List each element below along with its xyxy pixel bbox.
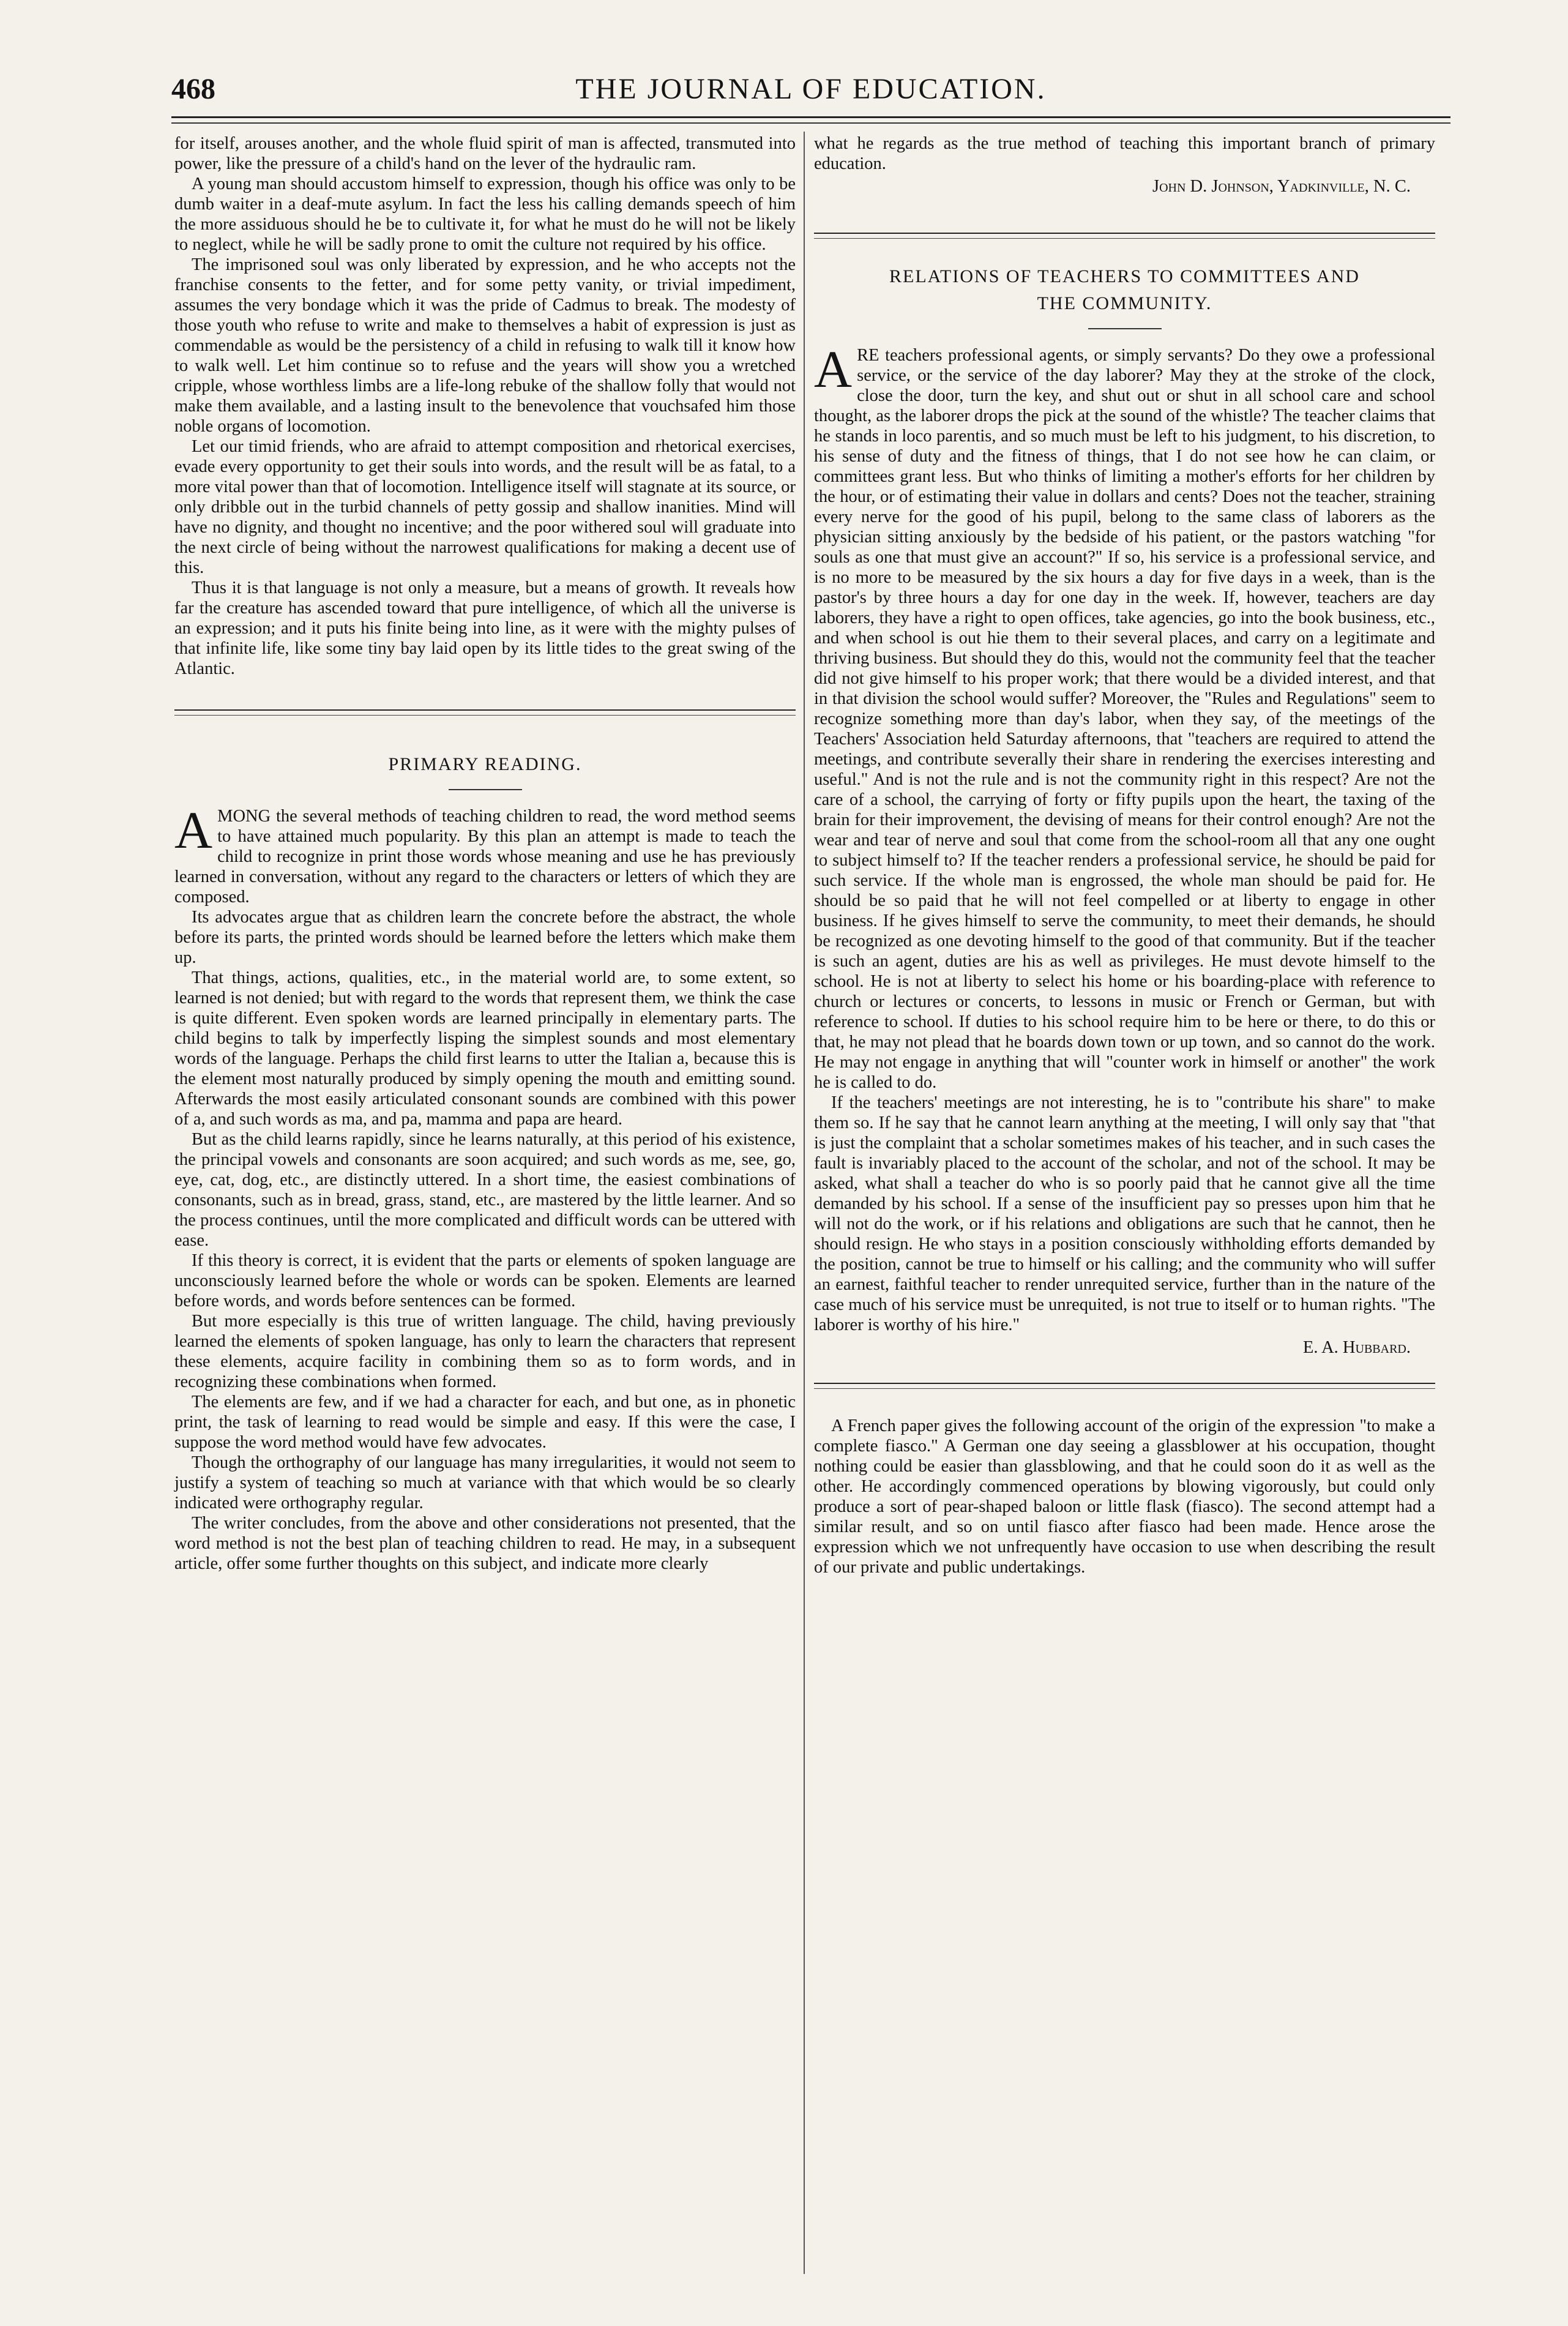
paragraph: A French paper gives the following account of the origin of the expression "to make a complete fiasco." A German one day seeing a glassblower at his occupation, thought nothing could be easier than glassblowing, and that he could soon do it as well as the other. He accordingly commenced operations by blowing vigorously, but could only produce a sort of pear-shaped baloon or little flask (fiasco). The second attempt had a similar result, and so on until fiasco after fiasco had been made. Hence arose the expression which we not unfrequently have occasion to use when describing the result of our private and public undertakings.	[814, 1416, 1435, 1577]
paragraph: Thus it is that language is not only a measure, but a means of growth. It reveals how far the creature has ascended toward that pure intelligence, of which all the universe is an expression; and it puts his finite being into line, as it were with the mighty pulses of that infinite life, like some tiny bay laid open by its little tides to the great swing of the Atlantic.	[174, 578, 796, 678]
section-divider	[814, 1383, 1435, 1389]
paragraph: The elements are few, and if we had a character for each, and but one, as in phonetic print, the task of learning to read would be simple and easy. If this were the case, I suppose the word method would have few advocates.	[174, 1393, 796, 1452]
header-rule	[171, 116, 1450, 118]
paragraph: The writer concludes, from the above and other considerations not presented, that the word method is not the best plan of teaching children to read. He may, in a subsequent article, offer some further thoughts on this subject, and indicate more clearly	[174, 1514, 796, 1573]
column-divider	[804, 132, 805, 2274]
paragraph: for itself, arouses another, and the whole fluid spirit of man is affected, transmuted into power, like the pressure of a child's hand on the lever of the hydraulic ram.	[174, 134, 796, 173]
paragraph: But more especially is this true of written language. The child, having previously learned the elements of spoken language, has only to learn the characters that represent these elements, acquire facility in combining them so as to form words, and in recognizing these combinations when formed.	[174, 1312, 796, 1391]
paragraph: The imprisoned soul was only liberated by expression, and he who accepts not the franchise consents to the fetter, and for some petty vanity, or trivial impediment, assumes the very bondage which it was the pride of Cadmus to break. The modesty of those youth who refuse to write and make to themselves a habit of expression is just as commendable as would be the persistency of a child in refusing to walk till it know how to walk well. Let him continue so to refuse and the years will show you a wretched cripple, whose worthless limbs are a life-long rebuke of the shallow folly that would not make them available, and a lasting insult to the benevolence that vouchsafed him those noble organs of locomotion.	[174, 255, 796, 436]
signature: E. A. Hubbard.	[1303, 1338, 1411, 1357]
section-divider	[174, 709, 796, 716]
heading-rule	[1088, 328, 1162, 329]
section-heading-relations: RELATIONS OF TEACHERS TO COMMITTEES AND THE COMMUNITY.	[889, 266, 1360, 313]
drop-cap: A	[174, 801, 213, 859]
heading-rule	[449, 789, 522, 790]
section-divider	[814, 233, 1435, 239]
paragraph: ARE teachers professional agents, or simply servants? Do they owe a professional service, or the service of the day laborer? May they at the stroke of the clock, close the door, turn the key, and shut out or shut in all school care and school thought, as the laborer drops the pick at the sound of the whistle? The teacher claims that he stands in loco parentis, and so much must be left to his judgment, to his discretion, to his sense of duty and the fitness of things, that I do not see how he can claim, or committees grant less. But who thinks of limiting a mother's efforts for her children by the hour, or of estimating their value in dollars and cents? Does not the teacher, straining every nerve for the good of his pupil, belong to the same class of laborers as the physician sitting anxiously by the bedside of his patient, or the pastors watching "for souls as one that must give an account?" If so, his service is a professional service, and is no more to be measured by the six hours a day for five days in a week, than is the pastor's by three hours a day for one day in the week. If, however, teachers are day laborers, they have a right to open offices, take agencies, go into the book business, etc., and when school is out hie them to their several places, and carry on a legitimate and thriving business. But should they do this, would not the community feel that the teacher did not give himself to his proper work; that there would be a divided interest, and that in that division the school would suffer? Moreover, the "Rules and Regulations" seem to recognize something more than day's labor, when they say, of the meetings of the Teachers' Association held Saturday afternoons, that "teachers are required to attend the meetings, and contribute severally their share in rendering the exercises interesting and useful." And is not the rule and is not the community right in this respect? Are not the care of a school, the carrying of forty or fifty pupils upon the heart, the taxing of the brain for their improvement, the devising of means for their control enough? Are not the wear and tear of nerve and soul that come from the school-room all that any one ought to subject himself to? If the teacher renders a professional service, he should be paid for such service. If the whole man is engrossed, the whole man should be paid for. He should be so paid that he will not feel compelled or at liberty to engage in other business. If he gives himself to serve the community, to meet their demands, he should be recognized as one devoting himself to the good of that community. But if the teacher is such an agent, duties are his as well as privileges. He must devote himself to the school. He is not at liberty to select his home or his boarding-place with reference to church or lectures or concerts, to lessons in music or French or German, but with reference to school. If duties to his school require him to be here or there, to do this or that, he may not plead that he boards down town or up town, and so cannot do the work. He may not engage in anything that will "counter work in himself or another" the work he is called to do.	[814, 340, 1435, 1092]
right-column	[814, 133, 1435, 1577]
paragraph: Though the orthography of our language has many irregularities, it would not seem to justify a system of teaching so much at variance with that which would be so clearly indicated were orthography regular.	[174, 1453, 796, 1513]
paragraph: Let our timid friends, who are afraid to attempt composition and rhetorical exercises, evade every opportunity to get their souls into words, and the result will be as fatal, to a more vital power than that of locomotion. Intelligence itself will stagnate at its source, or only dribble out in the turbid channels of petty gossip and shallow inanities. Mind will have no dignity, and thought no incentive; and the poor withered soul will graduate into the next circle of being without the narrowest qualifications for making a decent use of this.	[174, 437, 796, 577]
paragraph: If this theory is correct, it is evident that the parts or elements of spoken language are unconsciously learned before the whole or words can be spoken. Elements are learned before words, and words before sentences can be formed.	[174, 1251, 796, 1311]
page-number: 468	[171, 73, 215, 105]
paragraph: That things, actions, qualities, etc., in the material world are, to some extent, so learned is not denied; but with regard to the words that represent them, we think the case is quite different. Even spoken words are learned principally in elementary parts. The child begins to talk by imperfectly lisping the simplest sounds and most elementary words of the language. Perhaps the child first learns to utter the Italian a, because this is the element most naturally produced by simply opening the mouth and emitting sound. Afterwards the most easily articulated consonant sounds are combined with this power of a, and such words as ma, and pa, mamma and papa are heard.	[174, 968, 796, 1129]
paragraph: AMONG the several methods of teaching children to read, the word method seems to have attained much popularity. By this plan an attempt is made to teach the child to recognize in print those words whose meaning and use he has previously learned in conversation, without any regard to the characters or letters of which they are composed.	[174, 801, 796, 907]
journal-title: THE JOURNAL OF EDUCATION.	[575, 73, 1047, 105]
header-rule-thin	[171, 122, 1450, 124]
page-header	[171, 72, 1450, 121]
left-column	[174, 133, 796, 1574]
paragraph: If the teachers' meetings are not interesting, he is to "contribute his share" to make them so. If he say that he cannot learn anything at the meeting, I will only say that "that is just the complaint that a scholar sometimes makes of his teacher, and in such cases the fault is invariably placed to the account of the scholar, and not of the school. It may be asked, what shall a teacher do who is so poorly paid that he cannot give all the time demanded by his school. If a sense of the insufficient pay so presses upon him that he will not do the work, or if his relations and obligations are such that he cannot, then he should resign. He who stays in a position consciously withholding efforts demanded by the position, cannot be true to himself or his calling; and the community who will suffer an earnest, faithful teacher to render unrequited service, further than in the nature of the case much of his service must be unrequited, is not true to itself or to human rights. "The laborer is worthy of his hire."	[814, 1093, 1435, 1334]
paragraph: Its advocates argue that as children learn the concrete before the abstract, the whole before its parts, the printed words should be learned before the letters which make them up.	[174, 908, 796, 967]
drop-cap: A	[814, 340, 853, 398]
paragraph: But as the child learns rapidly, since he learns naturally, at this period of his existence, the principal vowels and consonants are soon acquired; and such words as me, see, go, eye, cat, dog, etc., are distinctly uttered. In a short time, the easiest combinations of consonants, such as in bread, grass, stand, etc., are mastered by the little learner. And so the process continues, until the more complicated and difficult words can be uttered with ease.	[174, 1130, 796, 1250]
paragraph: A young man should accustom himself to expression, though his office was only to be dumb waiter in a deaf-mute asylum. In fact the less his calling demands speech of him the more assiduous should he be to cultivate it, for what he must do he will not be likely to neglect, while he will be sadly prone to omit the culture not required by his office.	[174, 174, 796, 254]
signature: John D. Johnson, Yadkinville, N. C.	[1152, 177, 1411, 196]
section-heading-primary-reading: PRIMARY READING.	[388, 754, 582, 774]
paragraph: what he regards as the true method of teaching this important branch of primary education.	[814, 134, 1435, 173]
